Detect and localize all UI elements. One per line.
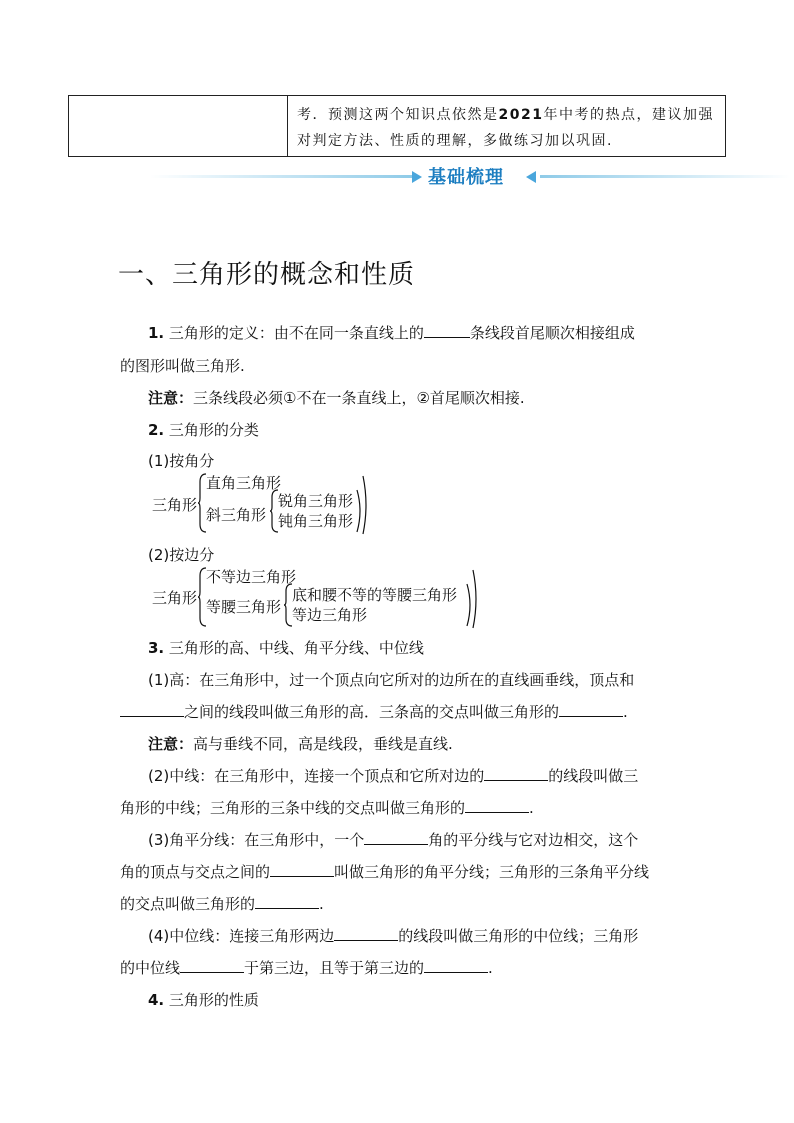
blank [424,323,470,338]
angle-tree-root: 三角形 [152,496,198,514]
blank [334,926,398,941]
banner-left-line [150,175,412,178]
angle-close-paren-icon [362,476,370,534]
by-angle-label: (1)按角分 [148,452,215,470]
banner-right-arrow-icon [526,171,536,183]
altitude-line1: (1)高：在三角形中，过一个顶点向它所对的边所在的直线画垂线，顶点和 [148,671,635,689]
median-line2: 角形的中线；三角形的三条中线的交点叫做三角形的 . [120,799,534,817]
blank [559,702,623,717]
blank [364,830,428,845]
median-line1: (2)中线：在三角形中，连接一个顶点和它所对边的 的线段叫做三 [148,767,639,785]
table-cell-text [297,102,715,154]
table-line-1: 考．预测这两个知识点依然是2021年中考的热点，建议加强 [297,107,714,123]
info-table [68,95,726,157]
banner-title: 基础梳理 [428,167,504,188]
note2: 注意：高与垂线不同，高是线段，垂线是直线. [148,735,453,753]
side-scalene-triangle: 不等边三角形 [206,568,297,586]
side-iso-unequal-triangle: 底和腰不等的等腰三角形 [292,586,458,604]
angle-obtuse-triangle: 钝角三角形 [278,512,354,530]
angle-right-triangle: 直角三角形 [206,474,282,492]
item1-line2: 的图形叫做三角形. [120,357,245,375]
bisector-line3: 的交点叫做三角形的 . [120,895,324,913]
banner-right-line [540,175,790,178]
blank [465,798,529,813]
item4-heading: 4. 三角形的性质 [148,991,259,1009]
item2-heading: 2. 三角形的分类 [148,421,259,439]
bisector-line2: 角的顶点与交点之间的 叫做三角形的角平分线；三角形的三条角平分线 [120,863,650,881]
side-isosceles-triangle: 等腰三角形 [206,598,282,616]
table-column-divider [287,96,288,156]
blank [180,958,244,973]
angle-oblique-triangle: 斜三角形 [206,506,267,524]
midline-line2: 的中位线 于第三边，且等于第三边的 . [120,959,493,977]
table-line-2: 对判定方法、性质的理解，多做练习加以巩固. [297,133,613,149]
note1: 注意：三条线段必须①不在一条直线上，②首尾顺次相接. [148,389,525,407]
by-side-label: (2)按边分 [148,546,215,564]
side-close-paren-icon [472,570,480,628]
item3-heading: 3. 三角形的高、中线、角平分线、中位线 [148,639,424,657]
blank [120,702,184,717]
blank [255,894,319,909]
bisector-line1: (3)角平分线：在三角形中，一个 角的平分线与它对边相交，这个 [148,831,639,849]
angle-acute-triangle: 锐角三角形 [278,492,354,510]
side-equilateral-triangle: 等边三角形 [292,606,368,624]
blank [270,862,334,877]
item1-line1: 1. 三角形的定义：由不在同一条直线上的 条线段首尾顺次相接组成 [148,324,635,342]
altitude-line2: 之间的线段叫做三角形的高．三条高的交点叫做三角形的 . [120,701,628,722]
banner-left-arrow-icon [412,171,422,183]
blank [424,958,488,973]
section-heading: 一、三角形的概念和性质 [118,260,416,290]
midline-line1: (4)中位线：连接三角形两边 的线段叫做三角形的中位线；三角形 [148,927,639,945]
side-tree-root: 三角形 [152,589,198,607]
blank [484,766,548,781]
